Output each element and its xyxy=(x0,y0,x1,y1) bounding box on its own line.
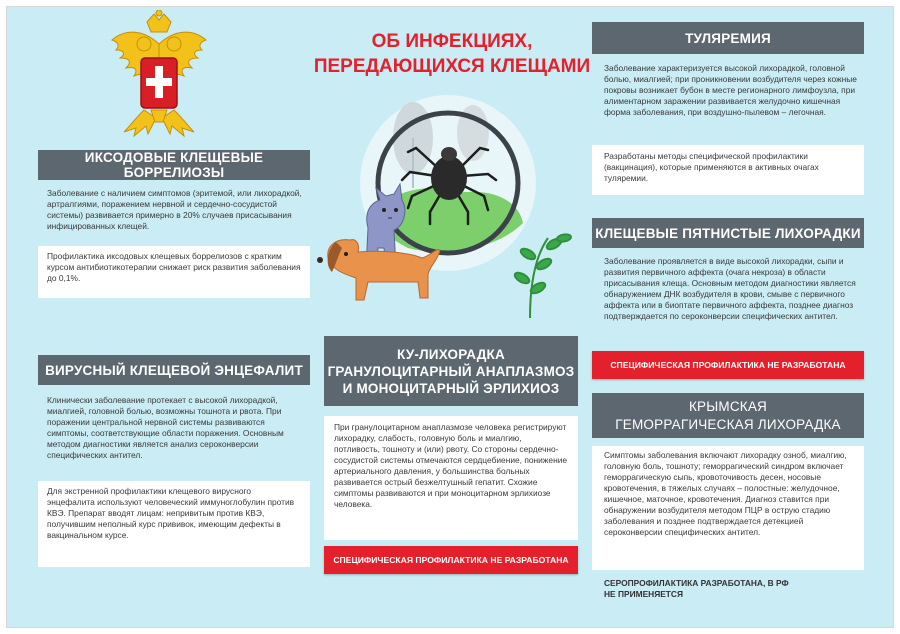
crimean-description-text: Симптомы заболевания включают лихорадку озноб, миалгию, головную боль, тошноту; геморрагический синдром включает геморрагическую сыпь, кровоточивость десен, носовые кровотечения, в тяжелых случаях – полостные: желудочное, кишечное, маточное, кровотечения. Диагноз ставится при обнаружении возбудителя методом ПЦР в острую стадию заболевания и позднее подтверждается детекцией сероконверсии специфических антител. xyxy=(604,450,847,537)
tularemia-header xyxy=(592,22,864,54)
qfever-description xyxy=(324,416,578,540)
qfever-prevention-badge-text: СПЕЦИФИЧЕСКАЯ ПРОФИЛАКТИКА НЕ РАЗРАБОТАНА xyxy=(333,555,569,565)
spotted-description xyxy=(604,256,860,322)
emblem-icon xyxy=(104,10,214,140)
encephalitis-header xyxy=(38,355,310,385)
crimean-header-line-2: ГЕМОРРАГИЧЕСКАЯ ЛИХОРАДКА xyxy=(615,416,841,432)
qfever-header-line-2: ГРАНУЛОЦИТАРНЫЙ АНАПЛАЗМОЗ xyxy=(327,363,575,379)
encephalitis-description-text: Клинически заболевание протекает с высокой лихорадкой, миалгией, головной болью, возможны тошнота и рвота. При поражении центральной нервной системы развиваются симптомы, соответствующие области поражения. Основным методом диагностики является анализ сероконверсии специфических антител. xyxy=(47,395,284,460)
title-line-2: ПЕРЕДАЮЩИХСЯ КЛЕЩАМИ xyxy=(313,56,591,77)
tularemia-description-text: Заболевание характеризуется высокой лихорадкой, головной болью, миалгией; при проникновении возбудителя через кожные покровы возникает бубон в месте регионарного лимфоузла, при алиментарном заражении развивается желудочно кишечная форма заболевания, при воздушно-пылевом – легочная. xyxy=(604,63,857,117)
crimean-description xyxy=(592,446,864,570)
spotted-prevention-badge xyxy=(592,351,864,379)
borreliosis-header xyxy=(38,150,310,180)
crimean-header-line-1: КРЫМСКАЯ xyxy=(688,398,768,414)
poster-title xyxy=(302,29,602,79)
borreliosis-description xyxy=(47,188,305,232)
borreliosis-prevention-text: Профилактика иксодовых клещевых боррелиозов с кратким курсом антибиотикотерапии снижает риск развития заболевания до 0,1%. xyxy=(47,251,301,283)
tularemia-header-text: ТУЛЯРЕМИЯ xyxy=(685,30,771,46)
encephalitis-description xyxy=(47,395,305,461)
title-line-1: ОБ ИНФЕКЦИЯХ, xyxy=(371,31,533,52)
tularemia-prevention-text: Разработаны методы специфической профилактики (вакцинация), которые применяются в активных очагах туляремии. xyxy=(604,151,819,183)
qfever-header xyxy=(324,336,578,406)
borreliosis-description-text: Заболевание с наличием симптомов (эритемой, или лихорадкой, артралгиями, поражением нервной и сердечно-сосудистой системы) развивается примерно в 20% случаев присасывания инфицированных клещей. xyxy=(47,188,302,231)
encephalitis-prevention xyxy=(38,481,310,567)
qfever-header-line-3: И МОНОЦИТАРНЫЙ ЭРЛИХИОЗ xyxy=(342,380,560,396)
qfever-prevention-badge xyxy=(324,546,578,574)
borreliosis-prevention xyxy=(38,246,310,298)
encephalitis-prevention-text: Для экстренной профилактики клещевого вирусного энцефалита используют человеческий иммуноглобулин против КВЭ. Препарат вводят лицам: непривитым против КВЭ, получившим неполный курс прививок, имеющим дефекты в вакцинальном курсе. xyxy=(47,486,295,540)
qfever-header-line-1: КУ-ЛИХОРАДКА xyxy=(397,346,505,362)
spotted-header-text: КЛЕЩЕВЫЕ ПЯТНИСТЫЕ ЛИХОРАДКИ xyxy=(595,225,861,241)
tick-illustration xyxy=(298,88,588,318)
encephalitis-header-text: ВИРУСНЫЙ КЛЕЩЕВОЙ ЭНЦЕФАЛИТ xyxy=(45,362,303,378)
tularemia-prevention xyxy=(592,145,864,195)
crimean-header xyxy=(592,393,864,438)
borreliosis-header-text: ИКСОДОВЫЕ КЛЕЩЕВЫЕ БОРРЕЛИОЗЫ xyxy=(84,150,264,180)
spotted-description-text: Заболевание проявляется в виде высокой лихорадки, сыпи и развития первичного аффекта (очага некроза) в области присасывания клеща. Основным методом диагностики является обнаружением ДНК возбудителя в крови, смыве с первичного аффекта или в биоптате первичного аффекта, позднее диагноз подтверждается по сероконверсии специфических антител. xyxy=(604,256,856,321)
tularemia-description xyxy=(604,63,860,118)
plant-icon xyxy=(513,233,571,318)
spotted-header xyxy=(592,218,864,248)
spotted-prevention-badge-text: СПЕЦИФИЧЕСКАЯ ПРОФИЛАКТИКА НЕ РАЗРАБОТАНА xyxy=(610,360,846,370)
qfever-description-text: При гранулоцитарном анаплазмозе человека регистрируют лихорадку, слабость, головную боль и миалгию, потливость, тошноту и (или) рвоту. Со стороны сердечно-сосудистой системы отмечаются сердцебиение, понижение артериального давления, у большинства больных развивается острый безжелтушный гепатит. Схожие симптомы развиваются и при моноцитарном эрлихиозе человека. xyxy=(334,422,568,509)
crimean-note-line-2: НЕ ПРИМЕНЯЕТСЯ xyxy=(604,589,683,599)
crimean-note xyxy=(604,578,860,600)
crimean-note-line-1: СЕРОПРОФИЛАКТИКА РАЗРАБОТАНА, В РФ xyxy=(604,578,789,588)
